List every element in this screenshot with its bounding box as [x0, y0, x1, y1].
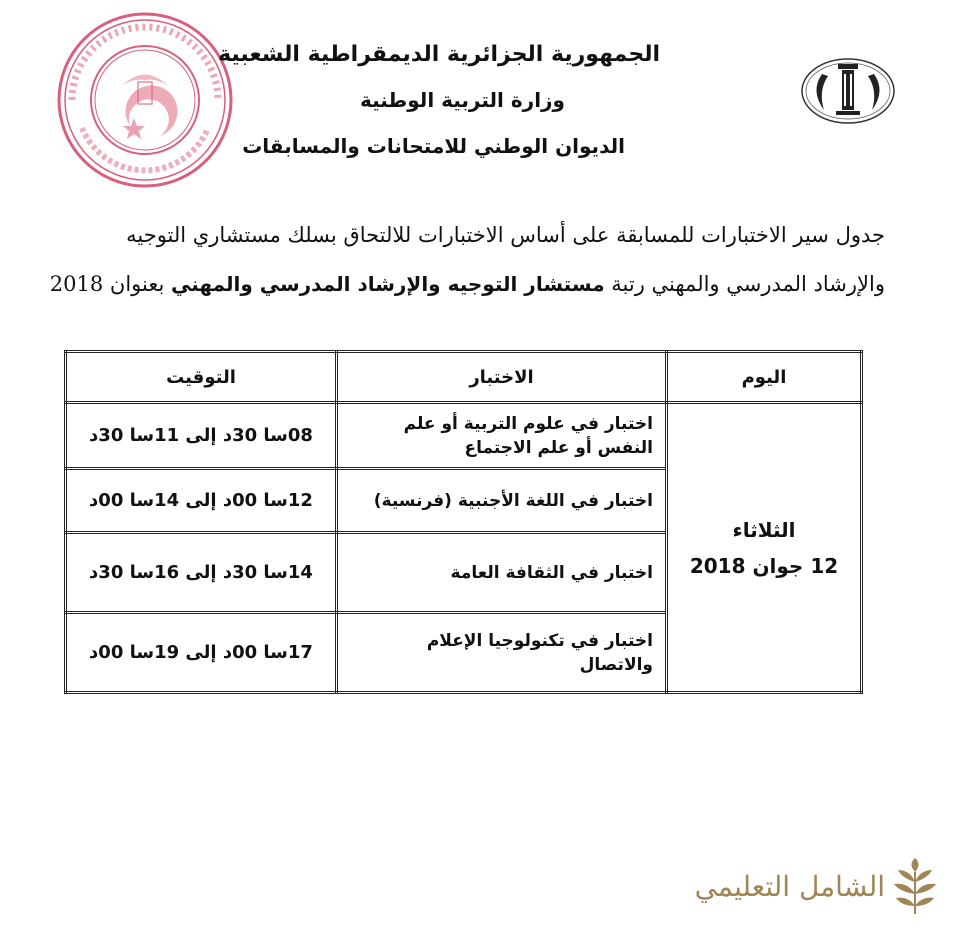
day-date: 12 جوان 2018 [689, 553, 839, 578]
header-test: الاختبار [337, 352, 667, 403]
intro-line-2-part-2: بعنوان 2018 [49, 272, 165, 296]
intro-line-2-part-1: والإرشاد المدرسي والمهني رتبة [611, 272, 885, 296]
test-cell: اختبار في تكنولوجيا الإعلام والاتصال [337, 613, 667, 693]
intro-line-2-bold: مستشار التوجيه والإرشاد المدرسي والمهني [171, 272, 605, 296]
time-cell: 08سا 30د إلى 11سا 30د [66, 403, 337, 469]
republic-title: الجمهورية الجزائرية الديمقراطية الشعبية [218, 42, 660, 67]
day-cell [667, 403, 862, 693]
time-cell: 12سا 00د إلى 14سا 00د [66, 469, 337, 533]
schedule-table [64, 350, 863, 694]
brand-footer [690, 858, 940, 918]
onec-emblem-icon [800, 56, 896, 126]
brand-name: الشامل التعليمي [694, 870, 885, 903]
official-seal-icon [52, 8, 238, 192]
header-time: التوقيت [66, 352, 337, 403]
ministry-title: وزارة التربية الوطنية [359, 88, 565, 112]
test-cell: اختبار في اللغة الأجنبية (فرنسية) [337, 469, 667, 533]
day-weekday: الثلاثاء [732, 517, 796, 542]
header-day: اليوم [667, 352, 862, 403]
laurel-plant-icon [890, 858, 940, 916]
time-cell: 17سا 00د إلى 19سا 00د [66, 613, 337, 693]
table-row [66, 403, 862, 469]
test-cell: اختبار في الثقافة العامة [337, 533, 667, 613]
table-header-row [66, 352, 862, 403]
test-cell: اختبار في علوم التربية أو علم النفس أو علم الاجتماع [337, 403, 667, 469]
intro-line-1: جدول سير الاختبارات للمسابقة على أساس الاختبارات للالتحاق بسلك مستشاري التوجيه [126, 223, 885, 247]
office-title: الديوان الوطني للامتحانات والمسابقات [242, 134, 625, 158]
time-cell: 14سا 30د إلى 16سا 30د [66, 533, 337, 613]
intro-line-2 [49, 272, 885, 296]
